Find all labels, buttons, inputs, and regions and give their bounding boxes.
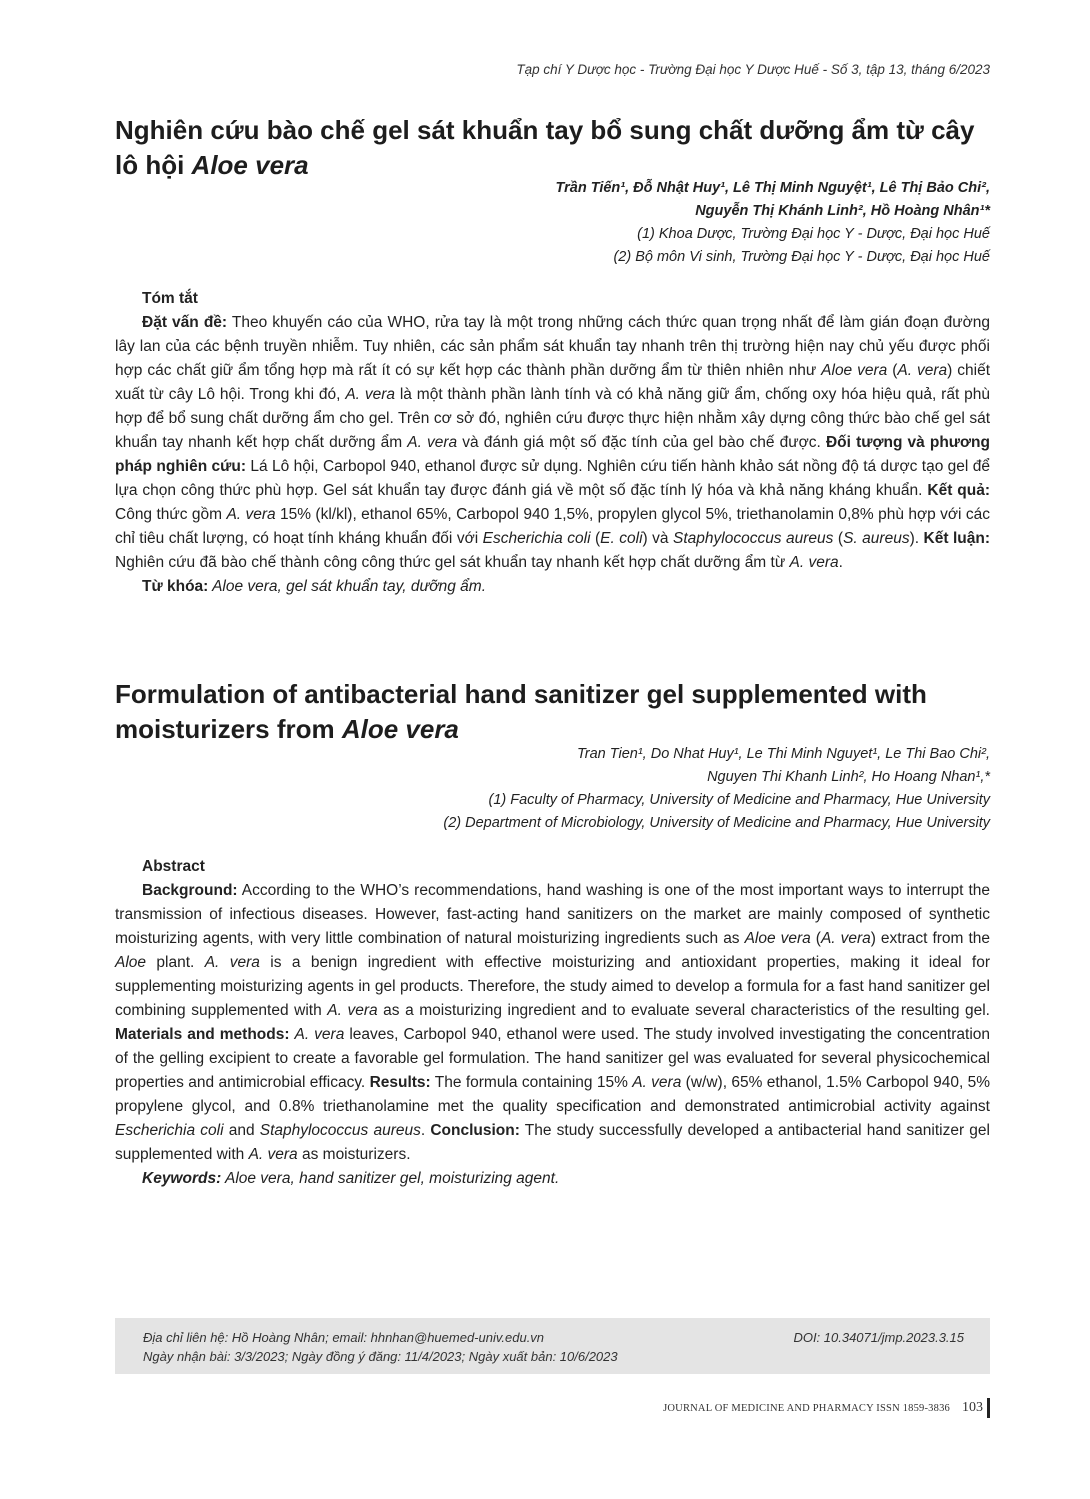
authors-vi-line-1: Trần Tiến¹, Đỗ Nhật Huy¹, Lê Thị Minh Nguyệt¹, Lê Thị Bảo Chi², xyxy=(555,180,990,196)
keywords-en: Keywords: Aloe vera, hand sanitizer gel, moisturizing agent. xyxy=(142,1170,560,1187)
contact-line: Địa chỉ liên hệ: Hồ Hoàng Nhân; email: hhnhan@huemed-univ.edu.vn xyxy=(143,1330,545,1345)
authors-en-line-1: Tran Tien¹, Do Nhat Huy¹, Le Thi Minh Nguyet¹, Le Thi Bao Chi², xyxy=(576,746,990,762)
authors-english xyxy=(443,743,990,835)
doi-label: DOI: 10.34071/jmp.2023.3.15 xyxy=(793,1330,964,1345)
abstract-vi-heading: Tóm tắt xyxy=(142,290,198,307)
journal-running-header: Tạp chí Y Dược học - Trường Đại học Y Dược Huế - Số 3, tập 13, tháng 6/2023 xyxy=(516,62,990,77)
title-vietnamese xyxy=(115,113,990,183)
abstract-en-body: Background: According to the WHO’s recommendations, hand washing is one of the most important ways to interrupt the transmission of infectious diseases. However, fast-acting hand sanitizers on the market are mainly composed of synthetic moisturizing agents, with very little combination of natural moisturizing ingredients such as Aloe vera (A. vera) extract from the Aloe plant. A. vera is a benign ingredient with effective moisturizing and antioxidant properties, making it ideal for supplementing moisturizing agents in gel products. Therefore, the study aimed to develop a formula for a fast hand sanitizer gel combining supplemented with A. vera as a moisturizing ingredient and to evaluate several characteristics of the resulting gel. Materials and methods: A. vera leaves, Carbopol 940, ethanol were used. The study involved investigating the concentration of the gelling excipient to create a favorable gel formulation. The hand sanitizer gel was evaluated for several physicochemical properties and antimicrobial efficacy. Results: The formula containing 15% A. vera (w/w), 65% ethanol, 1.5% Carbopol 940, 5% propylene glycol, and 0.8% triethanolamine met the quality specification and demonstrated antimicrobial activity against Escherichia coli and Staphylococcus aureus. Conclusion: The study successfully developed a antibacterial hand sanitizer gel supplemented with A. vera as moisturizers. xyxy=(115,882,991,1163)
title-vi-italic: Aloe vera xyxy=(191,150,309,180)
title-english xyxy=(115,677,990,747)
title-en-italic: Aloe vera xyxy=(341,714,459,744)
affiliation-en-1: (1) Faculty of Pharmacy, University of Medicine and Pharmacy, Hue University xyxy=(488,792,990,808)
abstract-vietnamese xyxy=(115,287,990,599)
page-number: 103 xyxy=(962,1400,983,1415)
abstract-vi-body: Đặt vấn đề: Theo khuyến cáo của WHO, rửa tay là một trong những cách thức quan trọng nhất để làm gián đoạn đường lây lan của các bệnh truyền nhiễm. Tuy nhiên, các sản phẩm sát khuẩn tay nhanh trên thị trường hiện nay chủ yếu được phối hợp các chất giữ ẩm tổng hợp mà rất ít có sự kết hợp các thành phần dưỡng ẩm từ thiên nhiên như Aloe vera (A. vera) chiết xuất từ cây Lô hội. Trong khi đó, A. vera là một thành phần lành tính và có khả năng giữ ẩm, chống oxy hóa hiệu quả, rất phù hợp để bổ sung chất dưỡng ẩm cho gel. Trên cơ sở đó, nghiên cứu được thực hiện nhằm xây dựng công thức bào chế gel sát khuẩn tay nhanh kết hợp chất dưỡng ẩm A. vera và đánh giá một số đặc tính của gel bào chế được. Đối tượng và phương pháp nghiên cứu: Lá Lô hội, Carbopol 940, ethanol được sử dụng. Nghiên cứu tiến hành khảo sát nồng độ tá dược tạo gel để lựa chọn công thức phù hợp. Gel sát khuẩn tay được đánh giá về một số đặc tính lý hóa và khả năng kháng khuẩn. Kết quả: Công thức gồm A. vera 15% (kl/kl), ethanol 65%, Carbopol 940 1,5%, propylen glycol 5%, triethanolamin 0,8% phù hợp với các chỉ tiêu chất lượng, có hoạt tính kháng khuẩn đối với Escherichia coli (E. coli) và Staphylococcus aureus (S. aureus). Kết luận: Nghiên cứu đã bào chế thành công công thức gel sát khuẩn tay nhanh kết hợp chất dưỡng ẩm từ A. vera. xyxy=(115,314,991,571)
affiliation-vi-2: (2) Bộ môn Vi sinh, Trường Đại học Y - Dược, Đại học Huế xyxy=(613,249,990,265)
page-footer xyxy=(663,1398,990,1418)
authors-en-line-2: Nguyen Thi Khanh Linh², Ho Hoang Nhan¹,* xyxy=(707,769,990,785)
journal-footer-name: JOURNAL OF MEDICINE AND PHARMACY ISSN 1859-3836 xyxy=(663,1402,950,1414)
authors-vi-line-2: Nguyễn Thị Khánh Linh², Hồ Hoàng Nhân¹* xyxy=(695,203,990,219)
title-en-text: Formulation of antibacterial hand sanitizer gel supplemented with moisturizers from xyxy=(115,679,927,744)
affiliation-vi-1: (1) Khoa Dược, Trường Đại học Y - Dược, Đại học Huế xyxy=(637,226,990,242)
correspondence-box xyxy=(115,1318,990,1374)
title-vi-text: Nghiên cứu bào chế gel sát khuẩn tay bổ sung chất dưỡng ẩm từ cây lô hội xyxy=(115,115,975,180)
abstract-en-heading: Abstract xyxy=(142,858,205,875)
keywords-vi: Từ khóa: Aloe vera, gel sát khuẩn tay, dưỡng ẩm. xyxy=(142,578,487,595)
dates-line: Ngày nhận bài: 3/3/2023; Ngày đồng ý đăng: 11/4/2023; Ngày xuất bản: 10/6/2023 xyxy=(143,1349,618,1364)
abstract-english xyxy=(115,855,990,1191)
paper-page xyxy=(115,0,990,1499)
authors-vietnamese xyxy=(556,177,990,269)
correspondence-info xyxy=(143,1328,618,1366)
affiliation-en-2: (2) Department of Microbiology, University of Medicine and Pharmacy, Hue University xyxy=(443,815,990,831)
page-number-bar xyxy=(987,1398,990,1418)
